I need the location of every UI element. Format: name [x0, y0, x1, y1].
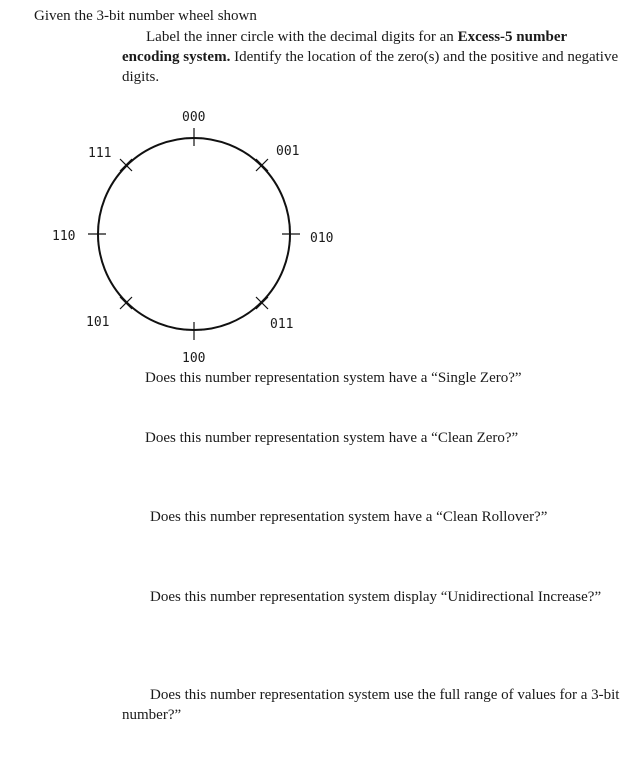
question-full-range	[122, 685, 627, 725]
question-clean-zero: Does this number representation system have a “Clean Zero?”	[145, 430, 519, 446]
instruction-paragraph	[122, 27, 622, 87]
wheel-circle	[98, 138, 290, 330]
question-full-range-text: Does this number representation system use the full range of values for a 3-bit number?”	[122, 687, 620, 723]
instruction-tail: Identify the location of the zero(s) and the positive and negative digits.	[122, 49, 619, 85]
label-100: 100	[182, 351, 206, 366]
intro-text: Given the 3-bit number wheel shown	[34, 8, 257, 24]
label-110: 110	[52, 229, 76, 244]
label-101: 101	[86, 315, 110, 330]
label-011: 011	[270, 317, 294, 332]
instruction-lead: Label the inner circle with the decimal digits for an	[146, 29, 458, 45]
instruction-bold: Excess-5 number encoding system.	[122, 29, 567, 65]
question-single-zero: Does this number representation system have a “Single Zero?”	[145, 370, 522, 386]
question-clean-rollover: Does this number representation system have a “Clean Rollover?”	[150, 509, 548, 525]
label-000: 000	[182, 110, 206, 125]
label-010: 010	[310, 231, 334, 246]
label-001: 001	[276, 144, 300, 159]
number-wheel	[0, 100, 633, 370]
question-unidirectional-text: Does this number representation system display “Unidirectional Increase?”	[150, 589, 602, 605]
question-unidirectional-increase	[122, 587, 602, 607]
label-111: 111	[88, 146, 112, 161]
